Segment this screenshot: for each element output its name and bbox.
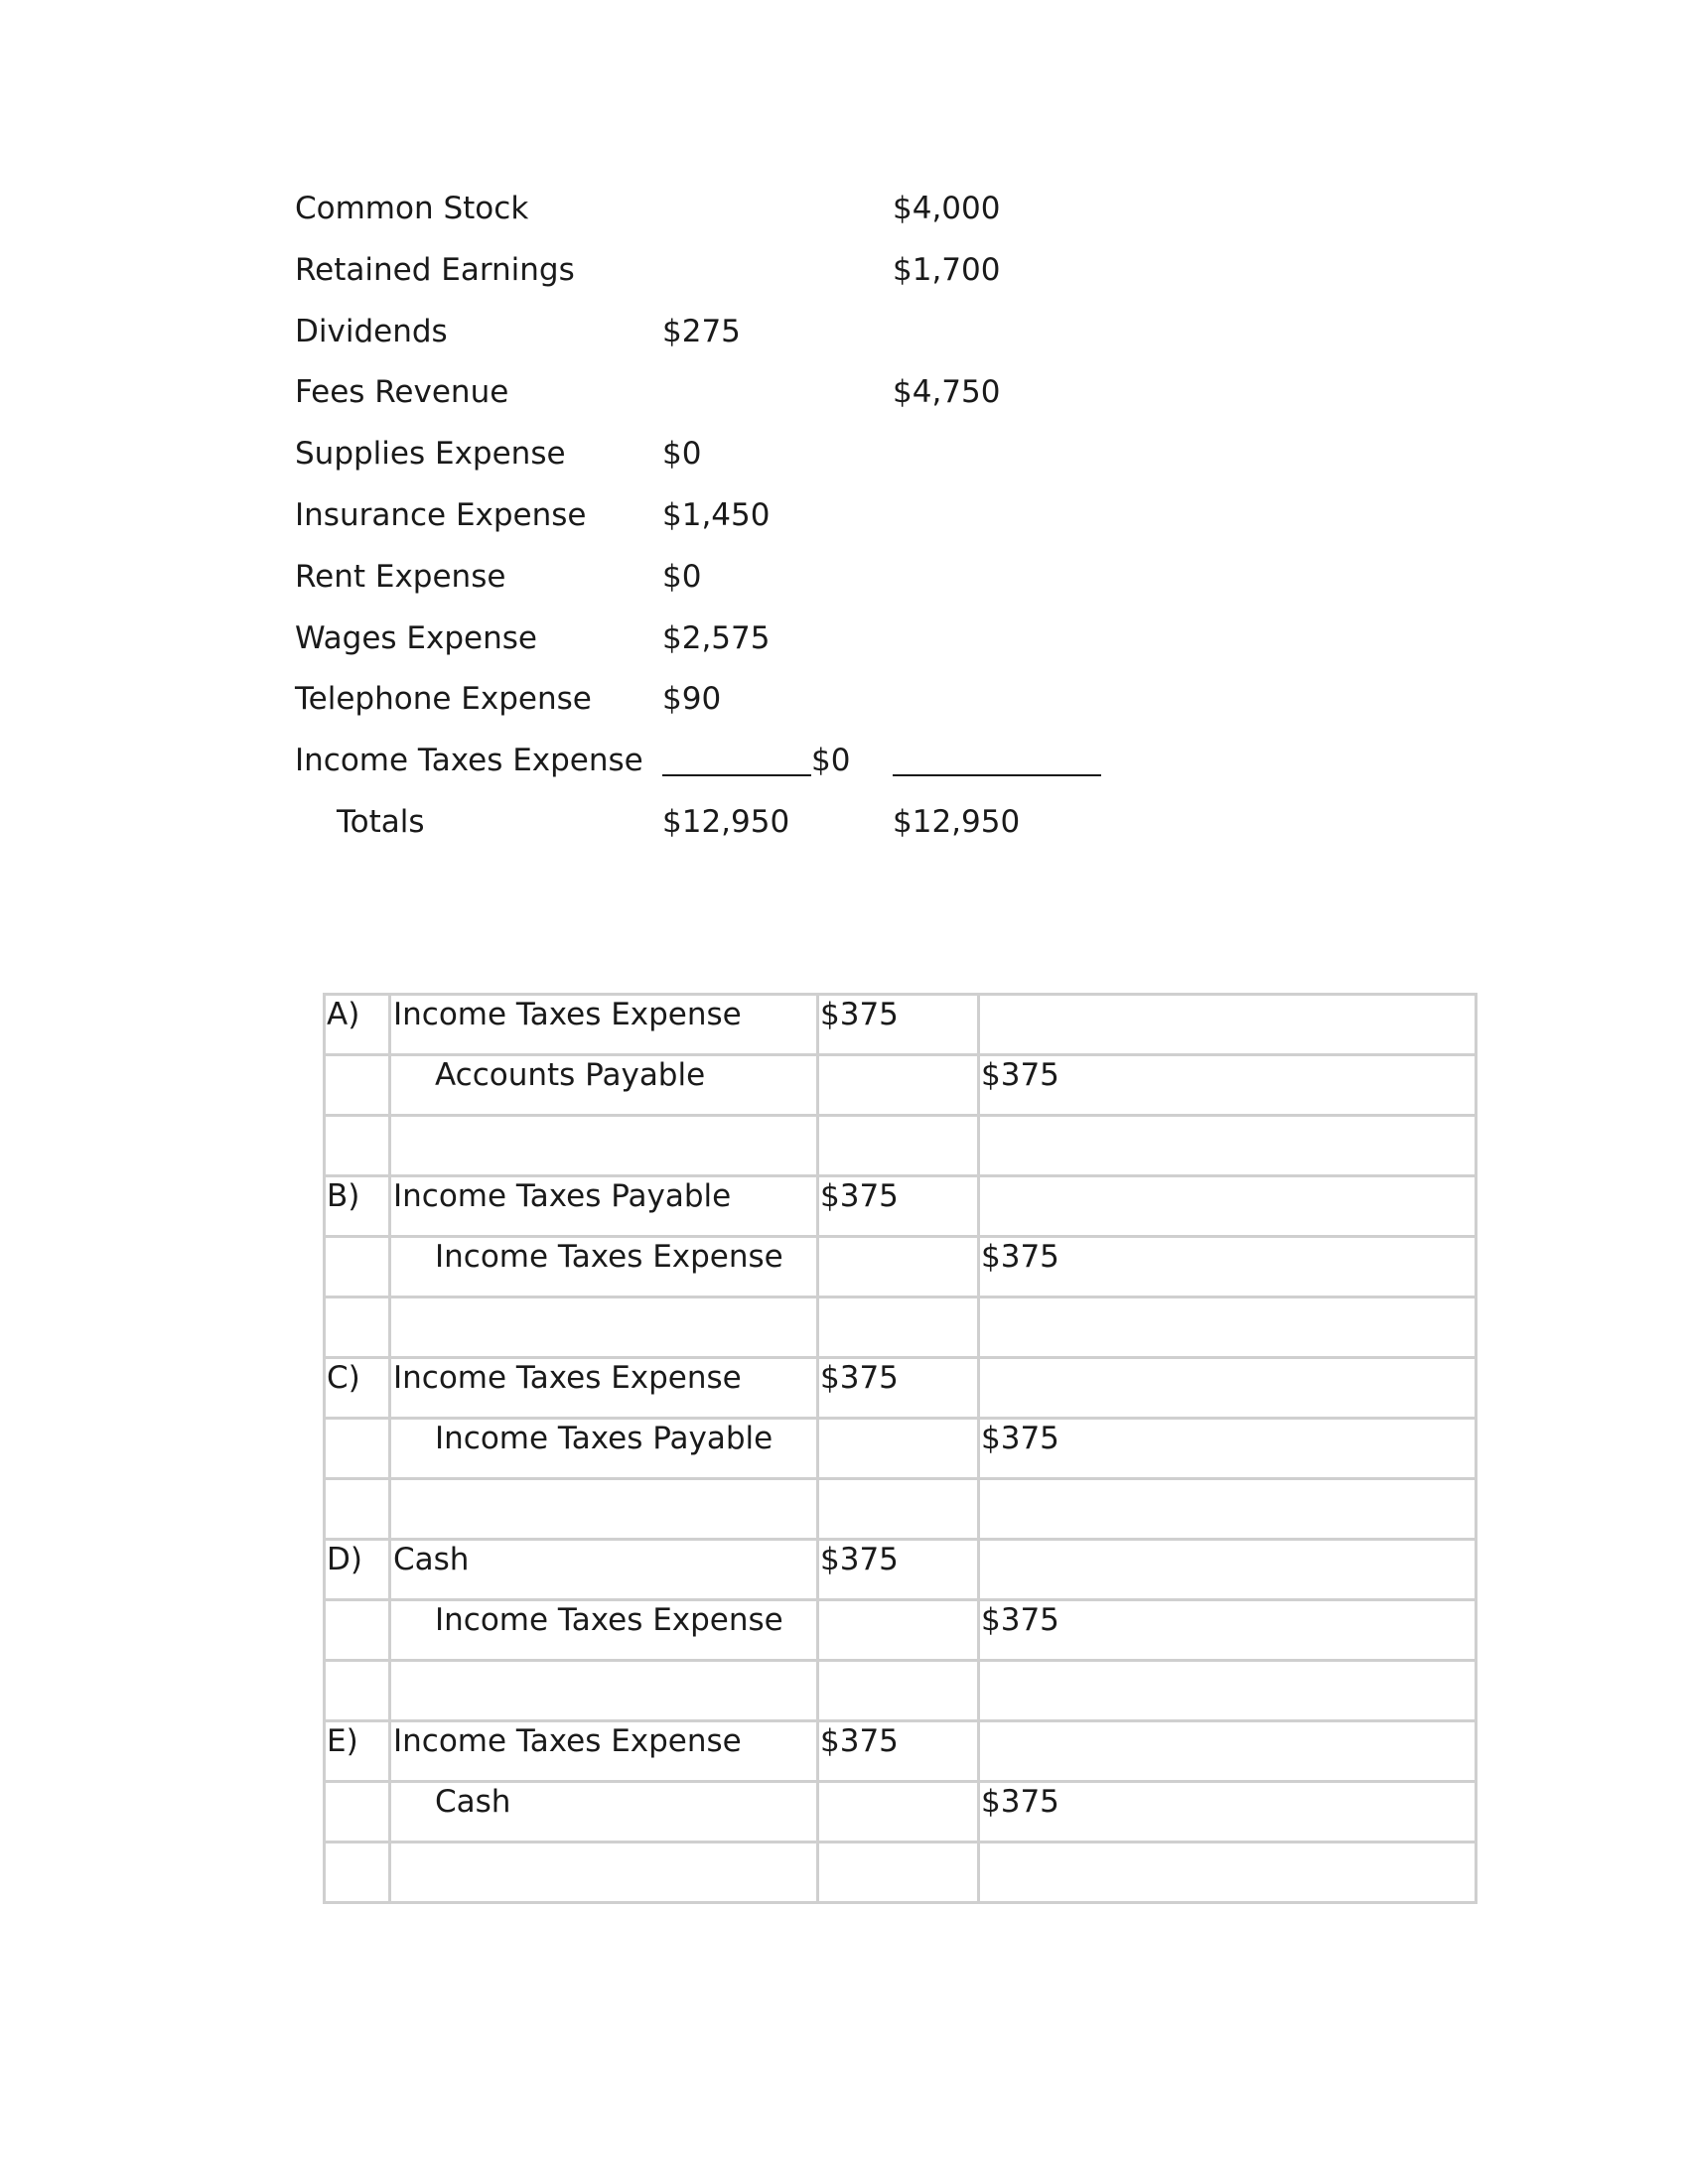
option-letter: B) — [325, 1176, 390, 1237]
empty-cell — [818, 1661, 979, 1721]
empty-cell — [979, 1116, 1477, 1176]
totals-label: Totals — [337, 803, 425, 840]
account-name: Rent Expense — [295, 558, 506, 595]
debit-amount: $275 — [662, 313, 741, 349]
credit-amount: $375 — [979, 1237, 1477, 1297]
option-letter: A) — [325, 995, 390, 1055]
empty-cell — [325, 1237, 390, 1297]
empty-cell — [818, 1116, 979, 1176]
empty-cell — [390, 1297, 818, 1358]
empty-cell — [325, 1600, 390, 1661]
spacer-row — [325, 1843, 1477, 1903]
trial-balance-row — [295, 618, 1189, 680]
table-row — [325, 1176, 1477, 1237]
credit-account: Income Taxes Expense — [390, 1600, 818, 1661]
empty-cell — [325, 1661, 390, 1721]
spacer-row — [325, 1297, 1477, 1358]
credit-total: $12,950 — [893, 803, 1021, 840]
account-name: Common Stock — [295, 191, 529, 226]
debit-account: Cash — [390, 1540, 818, 1600]
credit-account: Income Taxes Expense — [390, 1237, 818, 1297]
table-row — [325, 1055, 1477, 1116]
trial-balance-row — [295, 250, 1189, 312]
empty-cell — [325, 1419, 390, 1479]
credit-account: Income Taxes Payable — [390, 1419, 818, 1479]
trial-balance-totals-row — [295, 802, 1189, 864]
table-row — [325, 1540, 1477, 1600]
credit-amount: $1,700 — [893, 251, 1001, 288]
option-letter: C) — [325, 1358, 390, 1419]
empty-cell — [325, 1297, 390, 1358]
debit-amount: $375 — [818, 1176, 979, 1237]
empty-cell — [325, 1782, 390, 1843]
empty-cell — [390, 1843, 818, 1903]
trial-balance-row — [295, 189, 1189, 250]
journal-entry-options-table — [323, 993, 1477, 1904]
empty-cell — [390, 1661, 818, 1721]
credit-amount: $375 — [979, 1600, 1477, 1661]
debit-total: $12,950 — [662, 803, 790, 840]
debit-amount: $375 — [818, 1358, 979, 1419]
debit-amount: $0 — [662, 558, 702, 595]
trial-balance-row — [295, 741, 1189, 802]
empty-cell — [979, 1721, 1477, 1782]
table-row — [325, 1358, 1477, 1419]
debit-account: Income Taxes Expense — [390, 995, 818, 1055]
trial-balance-row — [295, 679, 1189, 741]
table-row — [325, 995, 1477, 1055]
empty-cell — [979, 1540, 1477, 1600]
debit-amount: $0 — [662, 436, 702, 473]
empty-cell — [818, 1419, 979, 1479]
spacer-row — [325, 1661, 1477, 1721]
credit-account: Accounts Payable — [390, 1055, 818, 1116]
account-name: Fees Revenue — [295, 374, 509, 411]
debit-account: Income Taxes Expense — [390, 1721, 818, 1782]
empty-cell — [979, 995, 1477, 1055]
trial-balance-row — [295, 372, 1189, 434]
trial-balance — [295, 189, 1189, 864]
credit-underline — [893, 741, 1101, 776]
empty-cell — [818, 1297, 979, 1358]
empty-cell — [325, 1479, 390, 1540]
debit-amount: $2,575 — [662, 619, 771, 656]
empty-cell — [390, 1116, 818, 1176]
table-row — [325, 1419, 1477, 1479]
spacer-row — [325, 1116, 1477, 1176]
empty-cell — [818, 1782, 979, 1843]
option-letter: D) — [325, 1540, 390, 1600]
account-name: Income Taxes Expense — [295, 743, 643, 779]
account-name: Supplies Expense — [295, 436, 566, 473]
debit-amount: $375 — [818, 1721, 979, 1782]
credit-amount: $4,000 — [893, 191, 1001, 226]
empty-cell — [390, 1479, 818, 1540]
table-row — [325, 1721, 1477, 1782]
credit-amount: $375 — [979, 1055, 1477, 1116]
empty-cell — [818, 1055, 979, 1116]
account-name: Retained Earnings — [295, 251, 575, 288]
credit-account: Cash — [390, 1782, 818, 1843]
debit-amount: $375 — [818, 995, 979, 1055]
empty-cell — [979, 1661, 1477, 1721]
empty-cell — [979, 1843, 1477, 1903]
option-letter: E) — [325, 1721, 390, 1782]
empty-cell — [979, 1479, 1477, 1540]
debit-underline — [662, 741, 811, 776]
empty-cell — [818, 1237, 979, 1297]
empty-cell — [325, 1843, 390, 1903]
spacer-row — [325, 1479, 1477, 1540]
credit-amount: $375 — [979, 1419, 1477, 1479]
debit-amount: $90 — [662, 681, 722, 718]
credit-amount: $375 — [979, 1782, 1477, 1843]
empty-cell — [325, 1055, 390, 1116]
trial-balance-row — [295, 434, 1189, 495]
table-row — [325, 1600, 1477, 1661]
debit-amount: $375 — [818, 1540, 979, 1600]
empty-cell — [979, 1297, 1477, 1358]
table-row — [325, 1237, 1477, 1297]
table-row — [325, 1782, 1477, 1843]
debit-amount: $0 — [811, 743, 851, 779]
debit-amount: $1,450 — [662, 496, 771, 533]
credit-amount: $4,750 — [893, 374, 1001, 411]
trial-balance-row — [295, 312, 1189, 373]
trial-balance-row — [295, 557, 1189, 618]
empty-cell — [818, 1479, 979, 1540]
account-name: Insurance Expense — [295, 496, 587, 533]
debit-account: Income Taxes Expense — [390, 1358, 818, 1419]
empty-cell — [979, 1176, 1477, 1237]
account-name: Dividends — [295, 313, 448, 349]
account-name: Telephone Expense — [295, 681, 592, 718]
debit-account: Income Taxes Payable — [390, 1176, 818, 1237]
empty-cell — [818, 1843, 979, 1903]
account-name: Wages Expense — [295, 619, 537, 656]
empty-cell — [325, 1116, 390, 1176]
empty-cell — [979, 1358, 1477, 1419]
trial-balance-row — [295, 495, 1189, 557]
empty-cell — [818, 1600, 979, 1661]
